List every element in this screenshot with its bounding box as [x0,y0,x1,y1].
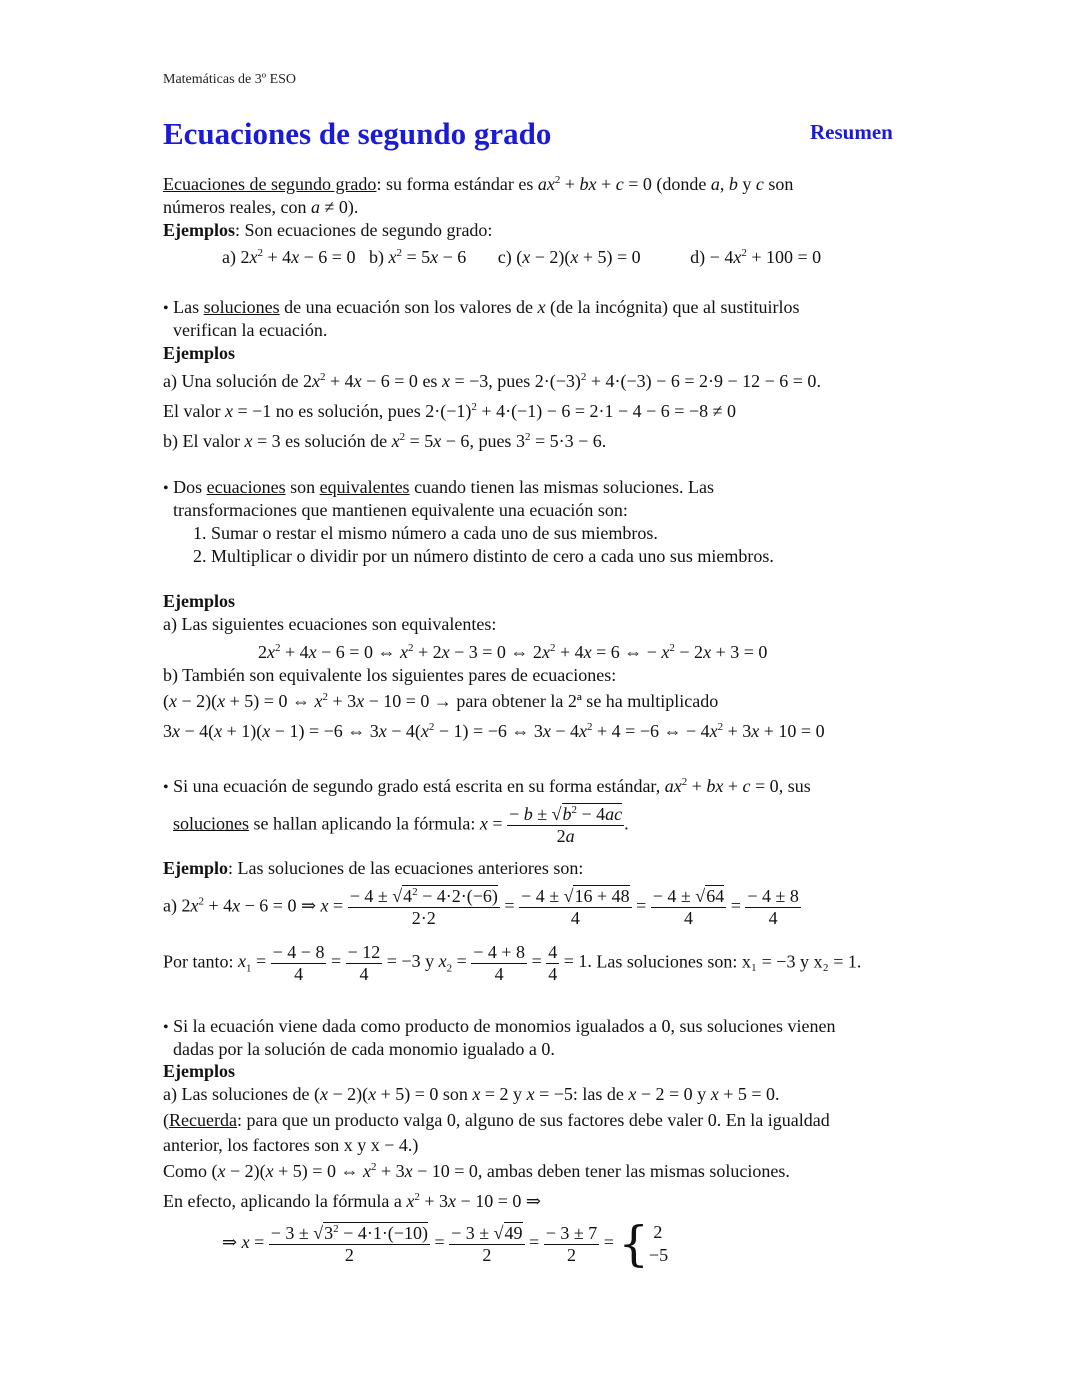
solutions-example-a: a) Una solución de $2x^2 + 4x - 6 = 0$ es x = −3, pues $2\cdot(-3)^2 + 4\cdot(-3) - 6 = 2\cdot 9 - 12 - 6 = 0$. [163,371,821,391]
definition-line-2: números reales, con a ≠ 0). [163,197,359,217]
equivalent-chain-b1: (x − 2)(x + 5) = 0 ⇔ $x^2 + 3x - 10 = 0$ → para obtener la 2ª se ha multiplicado [163,691,719,711]
product-reminder-1: (Recuerda: para que un producto valga 0, alguno de sus factores debe valer 0. En la igualdad [163,1110,830,1130]
product-formula: ⇒ x = $\frac{- 3 \pm √3^2 - 4\cdot 1\cdot(-10)}{2}$ = $\frac{- 3 \pm √49}{2}$ = $\frac{- 3 \pm 7}{2}$ = { 2 −5 [222,1216,669,1272]
equivalent-line-1: • Dos ecuaciones son equivalentes cuando tienen las mismas soluciones. Las [163,477,714,497]
product-reminder-2: anterior, los factores son x y x − 4.) [163,1135,419,1155]
solutions-example-not: El valor x = −1 no es solución, pues $2\cdot(-1)^2 + 4\cdot(-1) - 6 = 2\cdot 1 - 4 - 6 = -8 \ne 0$ [163,401,736,421]
equivalent-chain-a: $2x^2 + 4x - 6 = 0$ ⇔ $x^2 + 2x - 3 = 0$ ⇔ $2x^2 + 4x = 6$ ⇔ − $x^2 - 2x + 3 = 0$ [258,642,768,662]
solutions-line-1: • Las soluciones de una ecuación son los valores de x (de la incógnita) que al sustituirlos [163,297,800,317]
page-header: Matemáticas de 3º ESO [163,72,297,87]
definition-term: Ecuaciones de segundo grado [163,174,377,194]
product-como: Como (x − 2)(x + 5) = 0 ⇔ $x^2 + 3x - 10 = 0$, ambas deben tener las mismas soluciones. [163,1161,790,1181]
definition-line-1: Ecuaciones de segundo grado: su forma estándar es $ax^2$ + bx + c = 0 (donde a, b y c son [163,174,794,194]
equivalent-item-2: 2. Multiplicar o dividir por un número distinto de cero a cada uno sus miembros. [193,546,774,566]
quadratic-formula: $\frac{- b \pm √b^2 - 4ac}{2a}$ [509,804,623,846]
formula-example-intro: Ejemplo: Las soluciones de las ecuaciones anteriores son: [163,858,584,878]
solutions-line-2: verifican la ecuación. [173,320,328,340]
product-line-2: dadas por la solución de cada monomio igualado a 0. [173,1039,555,1059]
examples-label-3: Ejemplos [163,591,235,611]
product-efecto: En efecto, aplicando la fórmula a $x^2 + 3x - 10 = 0$ ⇒ [163,1191,541,1211]
page-title: Ecuaciones de segundo grado [163,116,552,151]
resumen-tag: Resumen [810,120,893,144]
formula-line-2: soluciones se hallan aplicando la fórmula: x = $\frac{- b \pm √b^2 - 4ac}{2a}$ . [173,804,629,846]
equivalent-chain-b2: 3x − 4(x + 1)(x − 1) = −6 ⇔ $3x - 4(x^2 - 1) = -6$ ⇔ $3x - 4x^2 + 4 = -6$ ⇔ − $4x^2 + 3x + 10 = 0$ [163,721,825,741]
solutions-example-b: b) El valor x = 3 es solución de $x^2 = 5x - 6$, pues $3^2 = 5\cdot 3 - 6$. [163,431,607,451]
equivalent-example-a: a) Las siguientes ecuaciones son equivalentes: [163,614,497,634]
formula-example-a: a) $2x^2 + 4x - 6 = 0$ ⇒ x = $\frac{- 4 \pm √4^2 - 4\cdot 2\cdot(-6)}{2\cdot 2}$ = $\frac{- 4 \pm √16 + 48}{4}$ = $\frac{- 4 \pm √64}{4}$ = $\frac{- 4 \pm 8}{4}$ [163,886,799,928]
equivalent-line-2: transformaciones que mantienen equivalente una ecuación son: [173,500,628,520]
formula-example-result: Por tanto: $x_1$ = $\frac{- 4 - 8}{4}$ = $\frac{- 12}{4}$ = −3 y $x_2$ = $\frac{- 4 + 8}{4}$ = $\frac{4}{4}$ = 1. Las soluciones son: x₁ = −3 y x₂ = 1. [163,942,862,984]
examples-list-1: a) $2x^2 + 4x - 6 = 0$ b) $x^2 = 5x - 6$ c) (x − 2)(x + 5) = 0 $d) - 4x^2 + 100 = 0$ [222,247,822,267]
formula-line-1: • Si una ecuación de segundo grado está escrita en su forma estándar, $ax^2$ + bx + c = 0, sus [163,776,811,796]
product-line-1: • Si la ecuación viene dada como producto de monomios igualados a 0, sus soluciones vienen [163,1016,836,1036]
equivalent-item-1: 1. Sumar o restar el mismo número a cada uno de sus miembros. [193,523,658,543]
product-example-a: a) Las soluciones de (x − 2)(x + 5) = 0 son x = 2 y x = −5: las de x − 2 = 0 y x + 5 = 0. [163,1084,780,1104]
examples-label-2: Ejemplos [163,343,235,363]
equivalent-example-b: b) También son equivalente los siguientes pares de ecuaciones: [163,665,617,685]
examples-label-4: Ejemplos [163,1061,235,1081]
examples-intro: Ejemplos: Son ecuaciones de segundo grado: [163,220,493,240]
